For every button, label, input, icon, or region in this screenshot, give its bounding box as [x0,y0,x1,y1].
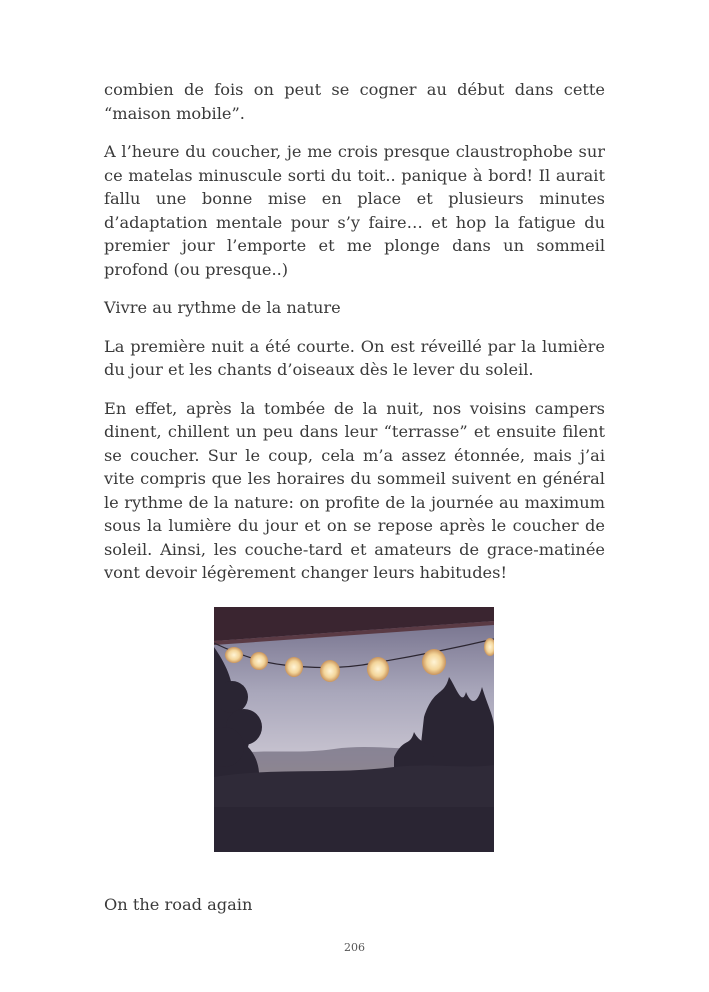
text-body [104,78,605,600]
section-heading: Vivre au rythme de la nature [104,298,341,317]
lanterns-photo-image [214,607,494,852]
page-number: 206 [344,941,365,954]
paragraph: A l’heure du coucher, je me crois presque claustrophobe sur ce matelas minuscule sorti du toit.. panique à bord! Il aurait fallu une bonne mise en place et plusieurs minutes d’adaptation mentale pour s’y faire… et hop la fatigue du premier jour l’emporte et me plonge dans un sommeil profond (ou presque..) [104,142,605,279]
section-heading: On the road again [104,895,253,914]
paragraph: combien de fois on peut se cogner au début dans cette “maison mobile”. [104,80,605,123]
paragraph: La première nuit a été courte. On est réveillé par la lumière du jour et les chants d’oiseaux dès le lever du soleil. [104,336,605,379]
lanterns-photo [214,607,494,852]
paragraph: En effet, après la tombée de la nuit, nos voisins campers dinent, chillent un peu dans leur “terrasse” et ensuite filent se coucher. Sur le coup, cela m’a assez étonnée, mais j’ai vite compris que les horaires du sommeil suivent en général le rythme de la nature: on profite de la journée au maximum sous la lumière du jour et on se repose après le coucher de soleil. Ainsi, les couche-tard et amateurs de grace-matinée vont devoir légèrement changer leurs habitudes! [104,398,605,582]
